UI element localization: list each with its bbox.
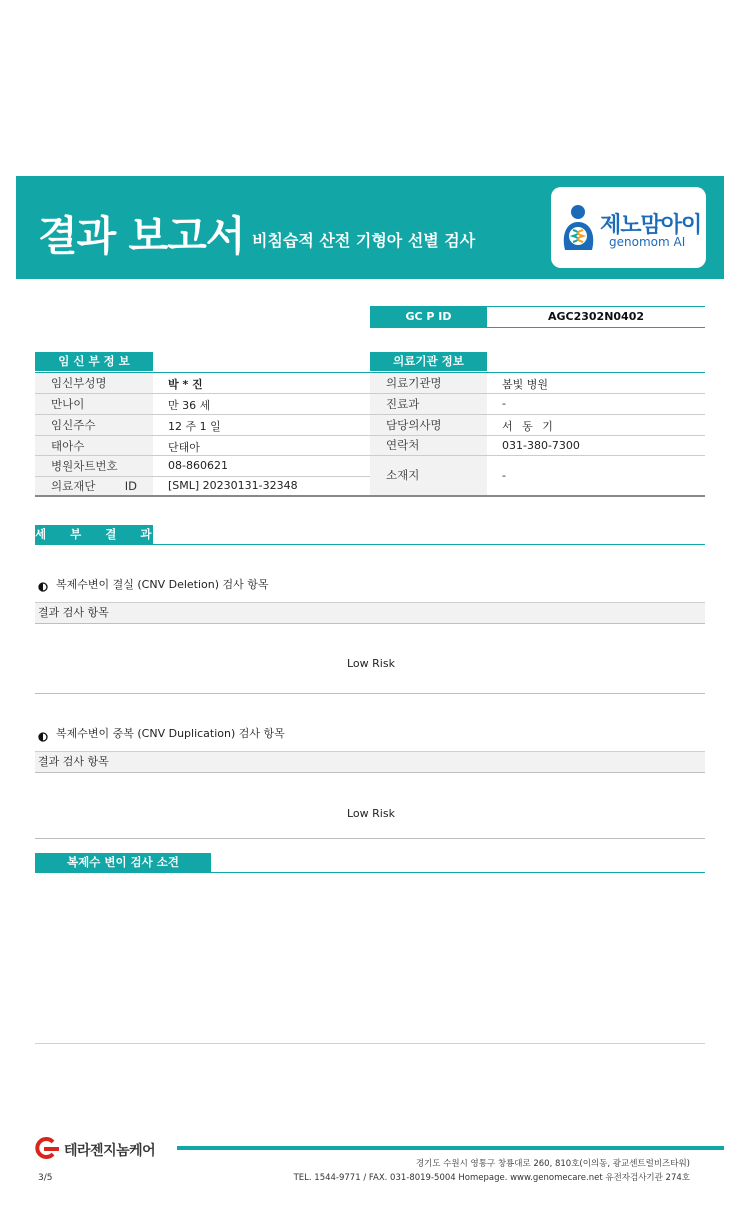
half-circle-icon [38, 727, 48, 746]
location-value: - [502, 469, 506, 482]
cnv-duplication-heading: 복제수변이 중복 (CNV Duplication) 검사 항목 [56, 727, 285, 740]
patient-name-label: 임신부성명 [35, 373, 153, 393]
patient-name-value: 박 * 진 [168, 378, 203, 391]
terragen-logo-icon [31, 1137, 61, 1163]
page-number: 3/5 [38, 1173, 53, 1183]
deletion-result-value: Low Risk [347, 657, 395, 670]
doctor-name-value: 서 동 기 [502, 420, 556, 433]
mother-baby-icon [559, 204, 599, 252]
department-label: 진료과 [370, 394, 487, 414]
footer-company-name: 테라젠지놈케어 [64, 1143, 156, 1159]
chart-number-value: 08-860621 [168, 459, 228, 472]
foundation-id-label: 의료재단 ID [35, 477, 153, 495]
footer-accent-bar [177, 1146, 724, 1150]
doctor-name-label: 담당의사명 [370, 415, 487, 435]
institution-name-value: 봄빛 병원 [502, 378, 549, 391]
contact-value: 031-380-7300 [502, 439, 580, 452]
half-circle-icon [38, 577, 48, 596]
footer-address: 경기도 수원시 영통구 창룡대로 260, 810호(이의동, 광교센트럴비즈타워) [415, 1159, 690, 1169]
chart-number-label: 병원차트번호 [35, 456, 153, 476]
info-table-bottom-rule [35, 495, 705, 497]
fetus-count-label: 태아수 [35, 436, 153, 456]
location-label: 소재지 [370, 456, 487, 495]
gestational-age-label: 임신주수 [35, 415, 153, 435]
footer-contact: TEL. 1544-9771 / FAX. 031-8019-5004 Homepage. www.genomecare.net 유전자검사기관 274호 [293, 1173, 690, 1183]
report-subtitle: 비침습적 산전 기형아 선별 검사 [252, 231, 476, 250]
patient-age-value: 만 36 세 [168, 399, 211, 412]
findings-rule [35, 872, 705, 873]
duplication-bottom-rule [35, 838, 705, 839]
findings-bottom-rule [35, 1043, 705, 1044]
deletion-bottom-rule [35, 693, 705, 694]
details-rule [35, 544, 705, 545]
contact-label: 연락처 [370, 436, 487, 455]
gestational-age-value: 12 주 1 일 [168, 420, 221, 433]
duplication-result-value: Low Risk [347, 807, 395, 820]
institution-info-label: 의료기관 정보 [370, 352, 487, 371]
patient-age-label: 만나이 [35, 394, 153, 414]
report-title: 결과 보고서 [38, 212, 245, 260]
foundation-id-value: [SML] 20230131-32348 [168, 479, 298, 492]
findings-section-label: 복제수 변이 검사 소견 [35, 853, 211, 872]
details-section-label: 세 부 결 과 [35, 525, 153, 544]
deletion-result-header: 결과 검사 항목 [35, 602, 705, 624]
department-value: - [502, 397, 506, 410]
fetus-count-value: 단태아 [168, 441, 200, 454]
gcp-id-label: GC P ID [370, 306, 487, 328]
cnv-deletion-heading: 복제수변이 결실 (CNV Deletion) 검사 항목 [56, 578, 269, 591]
institution-name-label: 의료기관명 [370, 373, 487, 393]
logo-english-text: genomom AI [609, 235, 686, 249]
patient-info-label: 임 신 부 정 보 [35, 352, 153, 371]
gcp-id-value: AGC2302N0402 [547, 310, 645, 323]
logo-korean-text: 제노맘아이 [600, 213, 702, 238]
duplication-result-header: 결과 검사 항목 [35, 751, 705, 773]
